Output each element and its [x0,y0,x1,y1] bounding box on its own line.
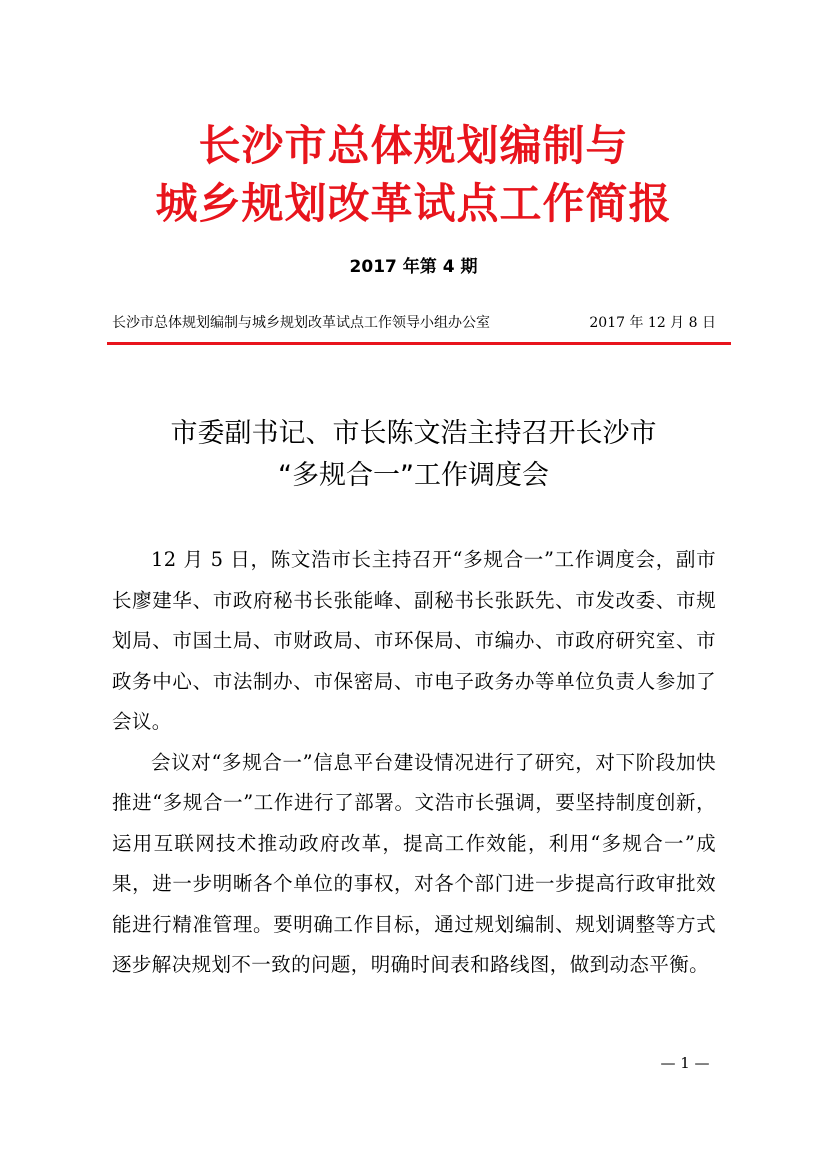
page-number: — 1 — [660,1054,710,1072]
masthead-title-line-2: 城乡规划改革试点工作简报 [155,179,672,228]
red-divider-rule [107,342,731,345]
article-title-line-1: 市委副书记、市长陈文浩主持召开长沙市 [170,418,657,449]
article-title-line-2: “多规合一”工作调度会 [278,460,549,491]
article-paragraph-2: 会议对“多规合一”信息平台建设情况进行了研究，对下阶段加快推进“多规合一”工作进行了部署。文浩市长强调，要坚持制度创新，运用互联网技术推动政府改革，提高工作效能，利用“多规合一”成果，进一步明晰各个单位的事权，对各个部门进一步提高行政审批效能进行精准管理。要明确工作目标，通过规划编制、规划调整等方式逐步解决规划不一致的问题，明确时间表和路线图，做到动态平衡。 [112,750,716,976]
article-body [112,540,716,986]
article-paragraph-1: 12 月 5 日，陈文浩市长主持召开“多规合一”工作调度会，副市长廖建华、市政府秘书长张能峰、副秘书长张跃先、市发改委、市规划局、市国土局、市财政局、市环保局、市编办、市政府研究室、市政务中心、市法制办、市保密局、市电子政务办等单位负责人参加了会议。 [112,548,716,733]
issuing-office: 长沙市总体规划编制与城乡规划改革试点工作领导小组办公室 [112,315,490,331]
masthead-title-line-1: 长沙市总体规划编制与 [198,121,629,170]
issue-date: 2017 年 12 月 8 日 [589,315,716,331]
issue-number: 2017 年第 4 期 [349,257,478,277]
